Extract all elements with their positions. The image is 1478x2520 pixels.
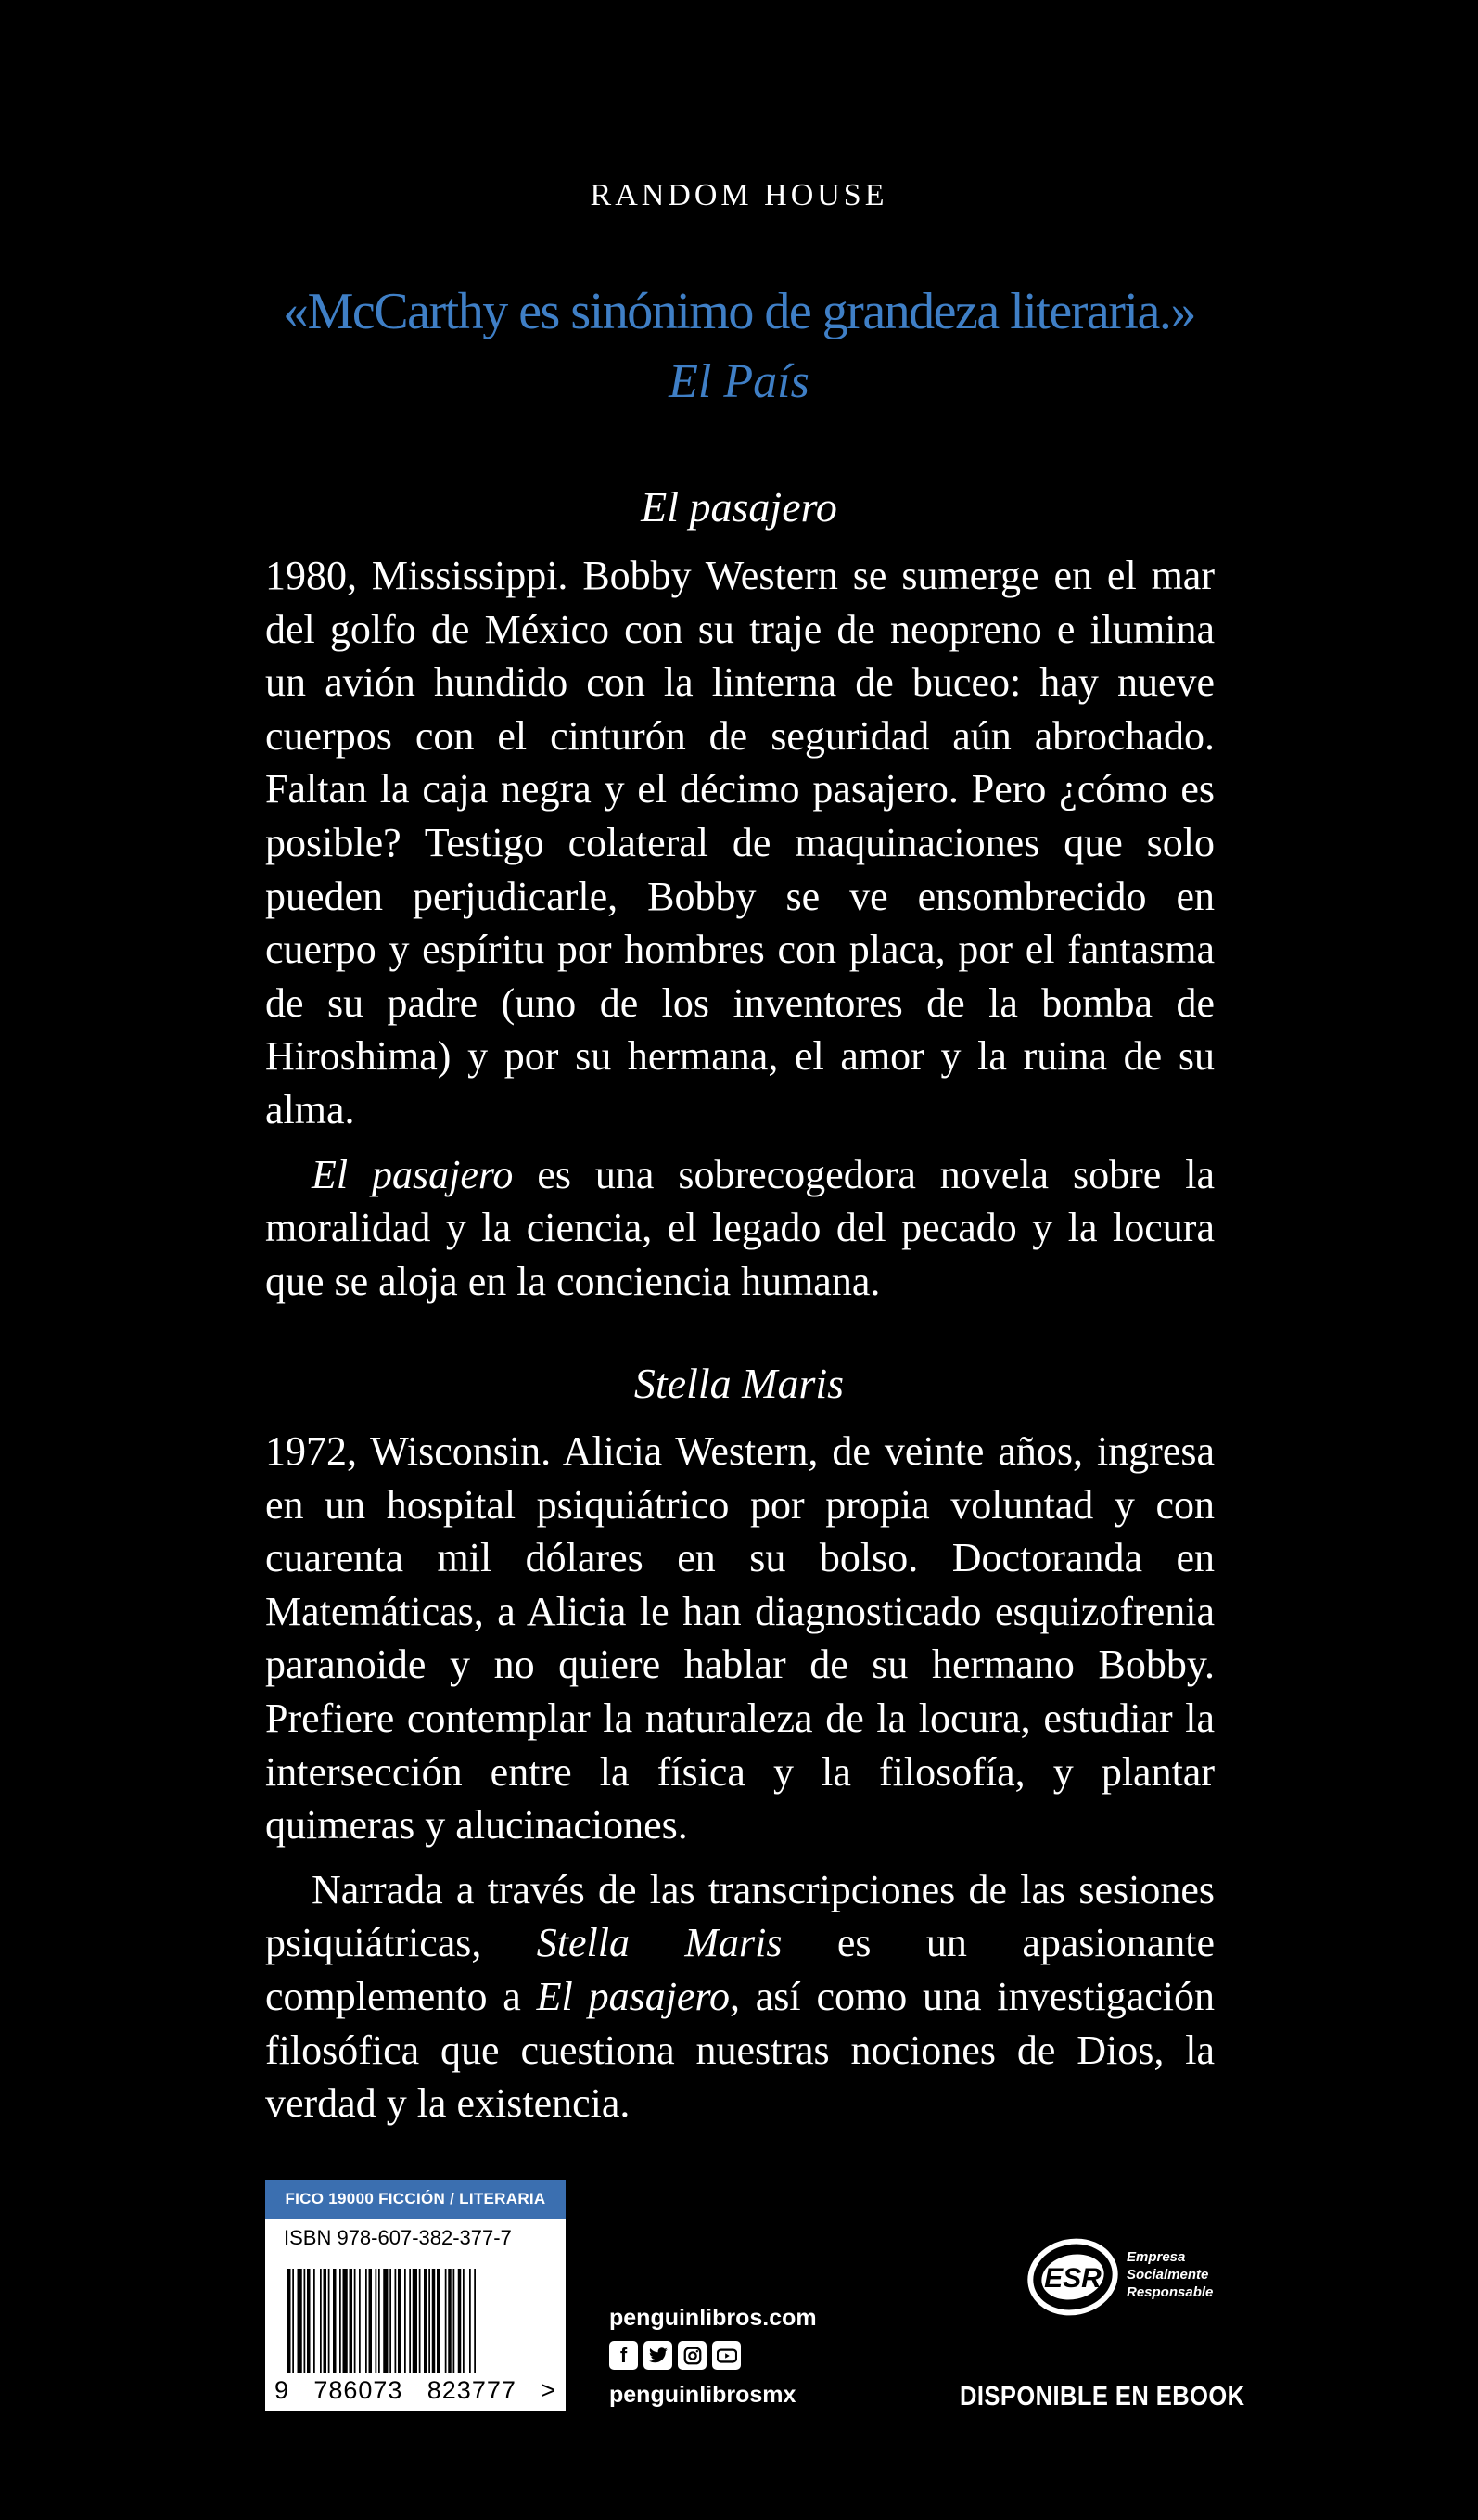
- section-title-el-pasajero: El pasajero: [641, 483, 837, 531]
- youtube-icon[interactable]: [712, 2341, 741, 2370]
- barcode-bar: [304, 2269, 306, 2373]
- barcode-bar: [369, 2269, 373, 2373]
- book-title-inline: Stella Maris: [536, 1920, 783, 1966]
- category-label: FICO 19000 FICCIÓN / LITERARIA: [265, 2180, 566, 2219]
- barcode-bar: [437, 2269, 440, 2373]
- barcode-bar: [333, 2269, 337, 2373]
- barcode-digit-group: >: [541, 2376, 556, 2404]
- social-icons: [609, 2341, 817, 2370]
- esr-logo: [1025, 2235, 1238, 2328]
- barcode-bar: [389, 2269, 391, 2373]
- barcode-bar: [365, 2269, 367, 2373]
- synopsis-el-pasajero: [265, 549, 1215, 1308]
- esr-mark-text: ESR: [1044, 2263, 1102, 2294]
- synopsis-text: Narrada a través de las transcripciones de las sesiones psiquiátricas,: [265, 1866, 1215, 1966]
- esr-label: [1127, 2248, 1213, 2301]
- barcode-digit-group: 823777: [427, 2376, 516, 2404]
- barcode-bar: [448, 2269, 452, 2373]
- synopsis-text: , así como una investigación filosófica que cuestiona nuestras nociones de Dios, la verdad y la existencia.: [265, 1973, 1215, 2127]
- barcode-bars: [284, 2269, 547, 2373]
- instagram-icon[interactable]: [678, 2341, 707, 2370]
- barcode-bar: [287, 2269, 291, 2373]
- barcode-bar: [320, 2269, 322, 2373]
- synopsis-text: es una sobrecogedora novela sobre la moralidad y la ciencia, el legado del pecado y la locura que se aloja en la conciencia humana.: [265, 1151, 1215, 1304]
- book-title-inline: El pasajero: [536, 1973, 730, 2019]
- barcode-bar: [458, 2269, 462, 2373]
- synopsis-paragraph: [265, 1863, 1215, 2130]
- barcode-bar: [428, 2269, 430, 2373]
- barcode-bar: [350, 2269, 353, 2373]
- barcode-bar: [328, 2269, 330, 2373]
- barcode-digit-group: 9: [274, 2376, 290, 2404]
- twitter-icon[interactable]: [643, 2341, 672, 2370]
- book-title-inline: El pasajero: [312, 1151, 514, 1197]
- press-quote: [0, 278, 1478, 419]
- barcode-bar: [307, 2269, 311, 2373]
- esr-label-line: Empresa: [1127, 2249, 1186, 2265]
- barcode-bar: [339, 2269, 341, 2373]
- barcode-bar: [404, 2269, 406, 2373]
- ebook-availability: DISPONIBLE EN EBOOK: [960, 2382, 1245, 2411]
- barcode-bar: [298, 2269, 302, 2373]
- section-title-stella-maris: Stella Maris: [633, 1360, 845, 1407]
- social-handle[interactable]: penguinlibrosmx: [609, 2382, 796, 2408]
- isbn-label: ISBN 978-607-382-377-7: [284, 2226, 512, 2249]
- barcode-bar: [324, 2269, 327, 2373]
- barcode-bar: [383, 2269, 388, 2373]
- barcode-bar: [413, 2269, 417, 2373]
- barcode-bar: [395, 2269, 397, 2373]
- barcode-bar: [398, 2269, 401, 2373]
- website-link[interactable]: penguinlibros.com: [609, 2305, 817, 2331]
- barcode-bar: [354, 2269, 356, 2373]
- publisher-imprint: RANDOM HOUSE: [590, 178, 888, 212]
- barcode-bar: [453, 2269, 455, 2373]
- barcode-digit-group: 786073: [313, 2376, 403, 2404]
- barcode-bar: [445, 2269, 447, 2373]
- synopsis-paragraph: 1980, Mississippi. Bobby Western se sumerge en el mar del golfo de México con su traje de neopreno e ilumina un avión hundido con la linterna de buceo: hay nueve cuerpos con el cinturón de seguridad aún abrochado. Faltan la caja negra y el décimo pasajero. Pero ¿cómo es posible? Testigo colateral de maquinaciones que solo pueden perjudicarle, Bobby se ve ensombrecido en cuerpo y espíritu por hombres con placa, por el fantasma de su padre (uno de los inventores de la bomba de Hiroshima) y por su hermana, el amor y la ruina de su alma.: [265, 553, 1215, 1132]
- barcode-bar: [359, 2269, 361, 2373]
- synopsis-paragraph: [265, 1148, 1215, 1309]
- esr-label-line: Responsable: [1127, 2284, 1214, 2300]
- isbn-barcode: [265, 2180, 566, 2411]
- barcode-bar: [409, 2269, 411, 2373]
- barcode-bar: [432, 2269, 436, 2373]
- barcode-bar: [378, 2269, 380, 2373]
- quote-source: El País: [669, 355, 809, 408]
- barcode-bar: [343, 2269, 348, 2373]
- barcode-number: [274, 2376, 556, 2405]
- barcode-bar: [424, 2269, 427, 2373]
- publisher-web-links: [609, 2302, 817, 2411]
- esr-mark-icon: [1025, 2235, 1121, 2319]
- barcode-bar: [419, 2269, 421, 2373]
- quote-text: «McCarthy es sinónimo de grandeza literaria.»: [283, 283, 1195, 340]
- barcode-bar: [469, 2269, 471, 2373]
- facebook-icon[interactable]: f: [609, 2341, 638, 2370]
- barcode-bar: [463, 2269, 465, 2373]
- barcode-bar: [313, 2269, 315, 2373]
- synopsis-paragraph: 1972, Wisconsin. Alicia Western, de veinte años, ingresa en un hospital psiquiátrico por propia voluntad y con cuarenta mil dólares en su bolso. Doctoranda en Matemáticas, a Alicia le han diagnosticado esquizofrenia paranoide y no quiere hablar de su hermano Bobby. Prefiere contemplar la naturaleza de la locura, estudiar la intersección entre la física y la filosofía, y plantar quimeras y alucinaciones.: [265, 1428, 1215, 1848]
- barcode-bar: [292, 2269, 294, 2373]
- synopsis-stella-maris: [265, 1425, 1215, 2130]
- esr-label-line: Socialmente: [1127, 2267, 1209, 2283]
- barcode-bar: [376, 2269, 377, 2373]
- synopsis-text: es un apasionante complemento a: [265, 1920, 1216, 2019]
- barcode-bar: [474, 2269, 476, 2373]
